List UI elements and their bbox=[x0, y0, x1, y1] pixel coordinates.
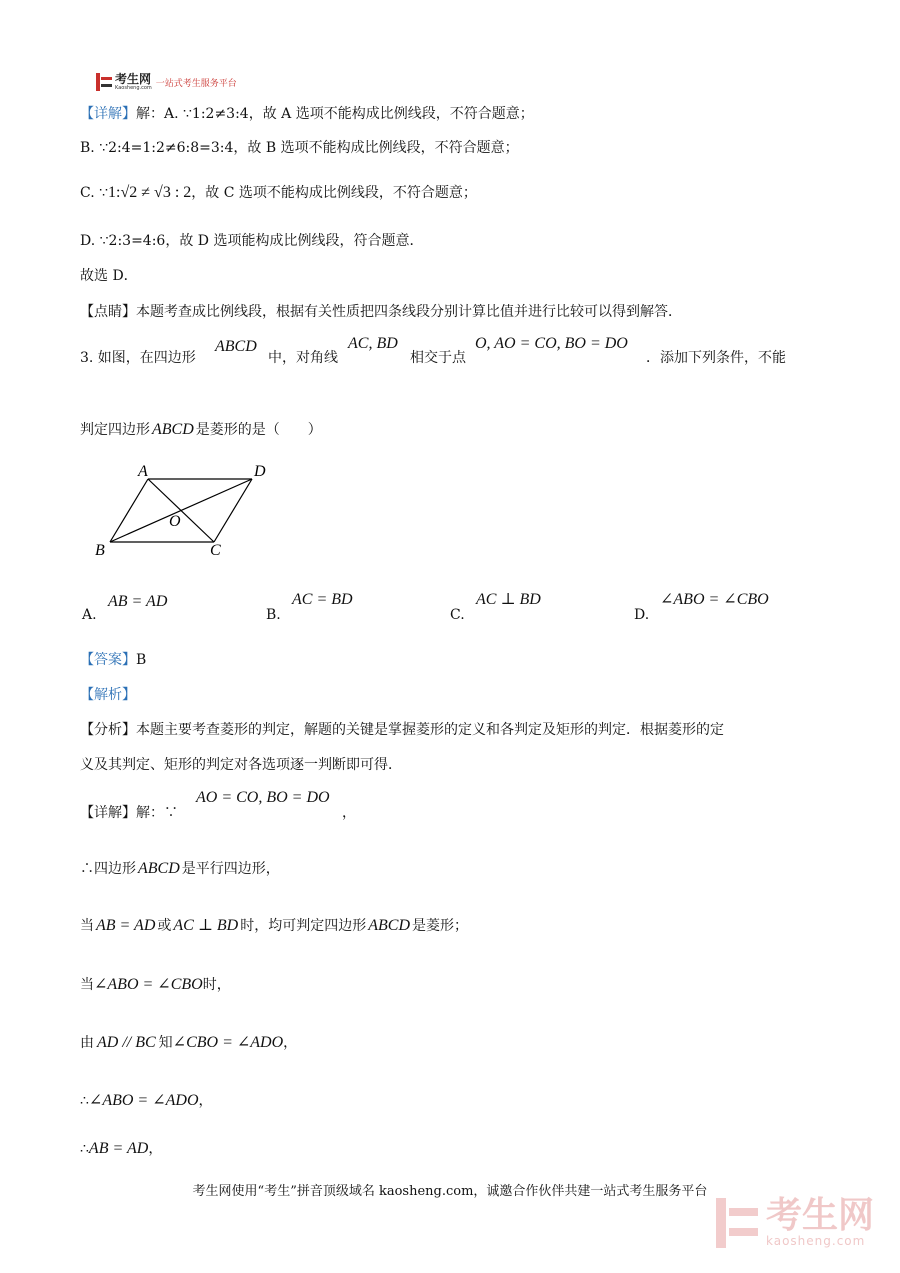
q2-line-c-prefix: C. ∵ bbox=[80, 185, 109, 201]
step-2-mid: 时，均可判定四边形 bbox=[240, 918, 367, 934]
step-6-suffix: ， bbox=[148, 1141, 163, 1157]
step-2-m2: AC ⊥ BD bbox=[173, 917, 239, 934]
step-2 bbox=[80, 916, 468, 936]
analysis-line-2: 义及其判定、矩形的判定对各选项逐一判断即可得． bbox=[80, 757, 402, 773]
option-a-expr: AB = AD bbox=[108, 593, 168, 610]
step-2-prefix: 当 bbox=[80, 918, 94, 934]
step-5-suffix: ， bbox=[198, 1093, 213, 1109]
step-3-prefix: 当 bbox=[80, 977, 94, 993]
q3-stem-4: ．添加下列条件，不能 bbox=[646, 350, 786, 366]
step-2-or: 或 bbox=[157, 918, 172, 934]
q2-line-b: B. ∵2:4=1:2≠6:8=3:4，故 B 选项不能构成比例线段，不符合题意； bbox=[80, 140, 519, 156]
kaosheng-logo-icon bbox=[96, 73, 112, 91]
q3-acbd: AC, BD bbox=[348, 335, 398, 352]
watermark-logo-icon bbox=[716, 1198, 758, 1248]
q2-comment: 【点睛】本题考查成比例线段，根据有关性质把四条线段分别计算比值并进行比较可以得到解答． bbox=[80, 304, 682, 320]
option-d-expr: ∠ABO = ∠CBO bbox=[660, 591, 769, 608]
watermark-brand: 考生网 bbox=[766, 1195, 875, 1236]
edge-ab bbox=[110, 479, 148, 542]
step-1-prefix: ∴四边形 bbox=[80, 861, 136, 877]
q2-line-d: D. ∵2:3=4:6，故 D 选项能构成比例线段，符合题意． bbox=[80, 233, 424, 249]
detail-comma: ， bbox=[342, 805, 356, 821]
step-3 bbox=[80, 975, 231, 995]
q3-stem-2: 中，对角线 bbox=[268, 350, 338, 366]
label-a: A bbox=[138, 463, 148, 480]
logo-domain: Kaosheng.com bbox=[115, 85, 152, 91]
detail-condition: AO = CO, BO = DO bbox=[196, 789, 330, 806]
step-1 bbox=[80, 859, 280, 879]
step-4 bbox=[80, 1033, 297, 1053]
step-4-m1: AD // BC bbox=[97, 1034, 156, 1051]
label-o: O bbox=[169, 513, 181, 530]
step-2-suffix: 是菱形； bbox=[412, 918, 468, 934]
analysis-line-1: 【分析】本题主要考查菱形的判定，解题的关键是掌握菱形的定义和各判定及矩形的判定．根据菱形的定 bbox=[80, 722, 724, 738]
analysis-label: 【解析】 bbox=[80, 687, 136, 703]
q2-line-c-suffix: ，故 C 选项不能构成比例线段，不符合题意； bbox=[191, 185, 477, 201]
parallelogram-figure bbox=[90, 458, 290, 563]
footer-text: 考生网使用“考生”拼音顶级域名 kaosheng.com，诚邀合作伙伴共建一站式考生服务平台 bbox=[192, 1184, 708, 1199]
q3-stem-1: 3. 如图，在四边形 bbox=[80, 350, 196, 366]
step-5-prefix: ∴ bbox=[80, 1093, 89, 1109]
logo-slogan: 一站式考生服务平台 bbox=[155, 78, 237, 89]
q2-line-a: 解：A. ∵1:2≠3:4，故 A 选项不能构成比例线段，不符合题意； bbox=[136, 106, 534, 122]
watermark bbox=[716, 1195, 875, 1248]
diagonal-bd bbox=[110, 479, 252, 542]
q2-detail-line-a bbox=[80, 104, 534, 124]
step-4-m2: ∠CBO = ∠ADO bbox=[172, 1034, 284, 1051]
option-c-expr: AC ⊥ BD bbox=[476, 591, 541, 608]
step-1-suffix: 是平行四边形， bbox=[181, 861, 280, 877]
q2-choose: 故选 D． bbox=[80, 268, 138, 284]
option-b-key: B. bbox=[266, 607, 281, 623]
logo-brand: 考生网 bbox=[115, 72, 152, 86]
label-b: B bbox=[95, 542, 105, 559]
q3-stem-5-abcd: ABCD bbox=[152, 421, 194, 438]
answer-value: B bbox=[136, 652, 147, 668]
label-c: C bbox=[210, 542, 221, 559]
step-6 bbox=[80, 1139, 162, 1159]
q3-stem-5-text: 判定四边形 bbox=[80, 422, 150, 438]
option-b-expr: AC = BD bbox=[292, 591, 353, 608]
step-5-m: ∠ABO = ∠ADO bbox=[88, 1092, 199, 1109]
edge-cd bbox=[214, 479, 252, 542]
q3-stem-6: 是菱形的是（ ） bbox=[195, 422, 322, 438]
step-3-m: ∠ABO = ∠CBO bbox=[94, 976, 203, 993]
option-d-key: D. bbox=[634, 607, 650, 623]
detail-label: 【详解】 bbox=[80, 106, 136, 122]
q3-condition: O, AO = CO, BO = DO bbox=[475, 335, 628, 352]
option-a-key: A. bbox=[82, 607, 97, 623]
step-6-m: AB = AD bbox=[88, 1140, 149, 1157]
step-3-suffix: 时， bbox=[202, 977, 231, 993]
q3-stem-5 bbox=[80, 420, 322, 440]
step-1-abcd: ABCD bbox=[138, 860, 180, 877]
answer-label: 【答案】 bbox=[80, 652, 136, 668]
step-2-abcd: ABCD bbox=[368, 917, 410, 934]
watermark-domain: kaosheng.com bbox=[766, 1234, 866, 1248]
option-c-key: C. bbox=[450, 607, 465, 623]
step-4-know: 知 bbox=[158, 1035, 173, 1051]
label-d: D bbox=[254, 463, 266, 480]
q2-line-c-math: 1:√2 ≠ √3 : 2 bbox=[108, 184, 192, 201]
step-2-m1: AB = AD bbox=[96, 917, 156, 934]
step-5 bbox=[80, 1091, 213, 1111]
q2-line-c bbox=[80, 183, 477, 203]
step-4-prefix: 由 bbox=[80, 1035, 94, 1051]
q3-abcd: ABCD bbox=[215, 338, 257, 355]
step-6-prefix: ∴ bbox=[80, 1141, 89, 1157]
answer-line bbox=[80, 650, 146, 670]
detail-label-line: 【详解】解：∵ bbox=[80, 805, 178, 821]
q3-stem-3: 相交于点 bbox=[410, 350, 466, 366]
step-4-suffix: ， bbox=[283, 1035, 298, 1051]
header-logo bbox=[96, 72, 237, 92]
